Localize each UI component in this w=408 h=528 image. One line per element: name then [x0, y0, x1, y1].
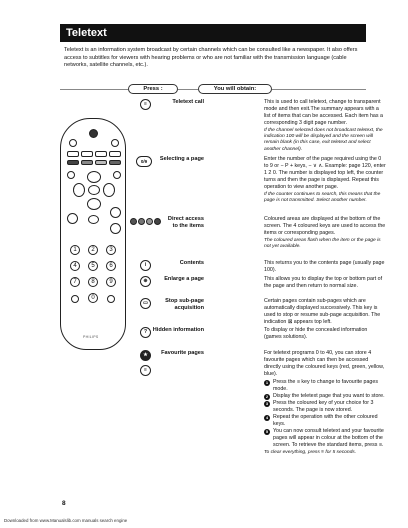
- digits-arrows-icon: 0/9: [136, 156, 152, 167]
- row-label: Contents: [179, 260, 204, 266]
- row-note: If the channel selected does not broadcast teletext, the indication 100 will be displayed and the screen will remain blank (in this case, exit teletext and select another channel).: [264, 128, 383, 152]
- step-item: 1 Press the ≡ key to change to favourite pages mode.: [265, 379, 378, 392]
- digit-key[interactable]: 4: [70, 261, 80, 271]
- remote-key[interactable]: [69, 139, 77, 147]
- stop-subpage-icon: ▭: [140, 298, 151, 309]
- teletext-call-icon: ≡: [140, 99, 151, 110]
- row-label: Enlarge a page: [164, 276, 204, 282]
- step-item: 3 Press the coloured key of your choice for 3 seconds. The page is now stored.: [265, 400, 374, 413]
- remote-key[interactable]: [113, 171, 121, 179]
- nav-ok-button[interactable]: [88, 185, 100, 195]
- row-description: This is used to call teletext, change to transparent mode and then exit.The summary appears with a list of items that can be accessed. Each item has a corresponding 3 digit page number. If the channel selected does not broadcast teletext, the indication 100 will be displayed and the screen will remain blank (in this case, exit teletext and select another channel).: [264, 99, 386, 153]
- coloured-keys-icon: [138, 218, 145, 225]
- row-description: To display or hide the concealed information (games solutions).: [264, 327, 368, 340]
- row-enlarge-page: [136, 276, 386, 296]
- reveal-icon: ?: [140, 327, 151, 338]
- row-description: This returns you to the contents page (usually page 100).: [264, 260, 385, 273]
- nav-left-button[interactable]: [73, 183, 85, 197]
- row-selecting-page: [136, 156, 386, 212]
- row-contents: [136, 260, 386, 272]
- digit-key[interactable]: 6: [106, 261, 116, 271]
- section-title: Teletext: [60, 24, 366, 42]
- row-favourite-pages: [136, 350, 386, 455]
- colour-key-blue[interactable]: [109, 160, 121, 165]
- contents-icon: i: [140, 260, 151, 271]
- remote-key[interactable]: [67, 151, 79, 157]
- teletext-call-icon: ≡: [140, 365, 151, 376]
- power-button[interactable]: [89, 129, 98, 138]
- program-minus-button[interactable]: [110, 223, 121, 234]
- header-rule-left: [60, 89, 128, 90]
- remote-key[interactable]: [109, 151, 121, 157]
- digit-key[interactable]: 3: [106, 245, 116, 255]
- row-label: Hidden information: [152, 327, 204, 333]
- download-footer: Downloaded from www.Manualslib.com manuals search engine: [4, 518, 128, 523]
- page-number: 8: [62, 500, 66, 507]
- enlarge-icon: ⊕: [140, 276, 151, 287]
- row-label: Stop sub-page acquisition: [165, 298, 204, 311]
- intro-text: Teletext is an information system broadcast by certain channels which can be consulted like a newspaper. It also offers access to subtitles for viewers with hearing problems or who are not familiar with the transmission language (cable networks, satellite channels, etc.).: [64, 47, 358, 69]
- row-description: Enter the number of the page required using the 0 to 9 or − P + keys, − ∨ ∧. Example: page 120, enter 1 2 0. The number is displayed top left, the counter turns and then the page is displayed. Repeat this operation to view another page. If the counter continues to search, this means that the page is not transmitted. Select another number.: [264, 156, 386, 204]
- digit-key[interactable]: 9: [106, 277, 116, 287]
- digit-key[interactable]: 2: [88, 245, 98, 255]
- row-description: This allows you to display the top or bottom part of the page and then return to normal size.: [264, 276, 383, 289]
- coloured-keys-icon: [130, 218, 137, 225]
- row-stop-subpage: [136, 298, 386, 324]
- digit-key[interactable]: 8: [88, 277, 98, 287]
- remote-key[interactable]: [95, 151, 107, 157]
- digit-key[interactable]: 1: [70, 245, 80, 255]
- colour-key-green[interactable]: [81, 160, 93, 165]
- coloured-keys-icon: [154, 218, 161, 225]
- colour-key-yellow[interactable]: [95, 160, 107, 165]
- remote-key[interactable]: [111, 139, 119, 147]
- obtain-header: You will obtain:: [198, 84, 272, 94]
- remote-key[interactable]: [71, 295, 79, 303]
- program-plus-button[interactable]: [110, 207, 121, 218]
- step-item: 2 Display the teletext page that you want to store.: [265, 393, 385, 399]
- digit-key[interactable]: 5: [88, 261, 98, 271]
- remote-control: [60, 118, 126, 350]
- row-description: Certain pages contain sub-pages which are automatically displayed successively. This key is used to stop or resume sub-page acquisition. The indication ⊠ appears top left.: [264, 298, 381, 325]
- row-note: The coloured areas flash when the item or the page is not yet available.: [264, 238, 381, 250]
- row-description: Coloured areas are displayed at the bottom of the screen. The 4 coloured keys are used to access the items or corresponding pages. The coloured areas flash when the item or the page is not yet available.: [264, 216, 386, 250]
- remote-key[interactable]: [107, 295, 115, 303]
- coloured-keys-icon: [146, 218, 153, 225]
- colour-key-red[interactable]: [67, 160, 79, 165]
- row-label: Teletext call: [172, 99, 204, 105]
- digit-key[interactable]: 0: [88, 293, 98, 303]
- nav-up-button[interactable]: [87, 171, 101, 183]
- row-note: If the counter continues to search, this means that the page is not transmitted. Select another number.: [264, 192, 381, 204]
- row-note: To clear everything, press ≡ for 5 seconds.: [264, 450, 357, 455]
- step-item: 5 You can now consult teletext and your favourite pages will appear in colour at the bottom of the screen. To retrieve the standard items, press ≡.: [265, 428, 384, 448]
- header-rule-right: [272, 89, 366, 90]
- step-item: 4 Repeat the operation with the other coloured keys.: [265, 414, 378, 427]
- favourite-icon: ★: [140, 350, 151, 361]
- row-label: Selecting a page: [159, 156, 204, 162]
- header-rule-mid: [178, 89, 198, 90]
- row-description: For teletext programs 0 to 40, you can store 4 favourite pages which can then be accessed directly using the coloured keys (red, green, yellow, blue). 1 Press the ≡ key to change to favourite pages mode. 2 Display the teletext page that you want to store. 3 Press the coloured key of your choice for 3 seconds. The page is now stored. 4 Repeat the operation with the other coloured keys. 5 You can now consult teletext and your favourite pages will appear in colour at the bottom of the screen. To retrieve the standard items, press ≡. To clear everything, press ≡ for 5 seconds.: [264, 350, 385, 455]
- press-header: Press :: [128, 84, 178, 94]
- digit-key[interactable]: 7: [70, 277, 80, 287]
- remote-key[interactable]: [88, 215, 99, 224]
- remote-key[interactable]: [81, 151, 93, 157]
- nav-down-button[interactable]: [87, 198, 101, 210]
- nav-right-button[interactable]: [103, 183, 115, 197]
- row-direct-access: [136, 216, 386, 256]
- row-label: Direct access to the items: [167, 216, 204, 229]
- remote-brand: PHILIPS: [83, 335, 99, 339]
- favourite-steps: [264, 379, 386, 449]
- row-hidden-information: [136, 327, 386, 345]
- remote-key[interactable]: [67, 171, 75, 179]
- row-teletext-call: [136, 99, 386, 152]
- volume-minus-button[interactable]: [67, 213, 78, 224]
- row-label: Favourite pages: [161, 350, 204, 356]
